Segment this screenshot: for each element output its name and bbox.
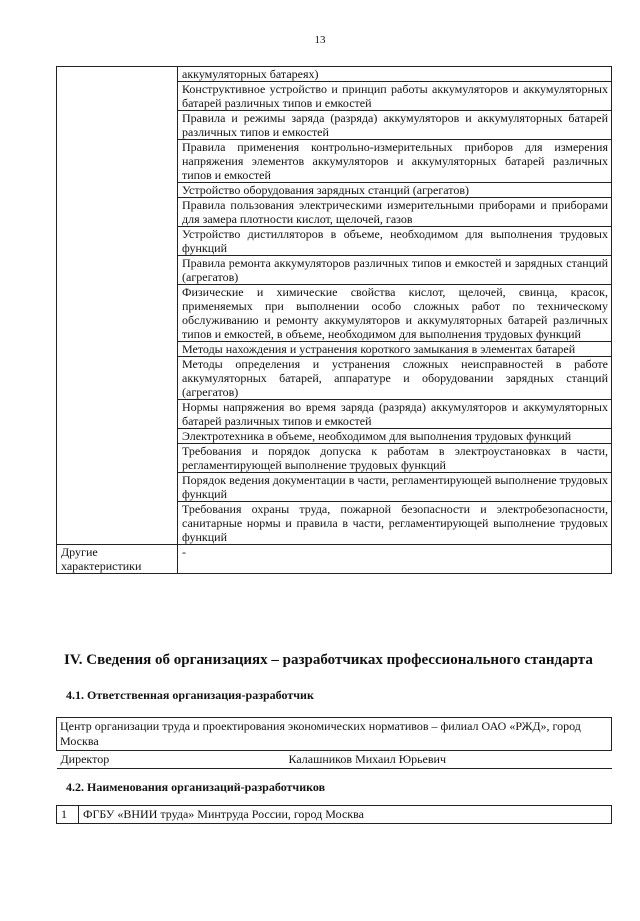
table-row [57, 718, 612, 751]
responsible-org-signer [57, 751, 612, 769]
developer-name: ФГБУ «ВНИИ труда» Минтруда России, город Москва [79, 806, 612, 824]
requirement-cell: Электротехника в объеме, необходимом для выполнения трудовых функций [178, 429, 612, 444]
requirement-cell: Физические и химические свойства кислот, щелочей, свинца, красок, применяемых при выполнении особо сложных работ по техническому обслуживанию и ремонту аккумуляторов и аккумуляторных батарей различных типов и емкостей, в объеме, необходимом для выполнения трудовых функций [178, 285, 612, 342]
other-characteristics-value: - [178, 545, 612, 574]
requirement-cell: Требования и порядок допуска к работам в электроустановках в части, регламентирующей выполнение трудовых функций [178, 444, 612, 473]
left-column-cell [57, 67, 178, 545]
requirement-cell: Устройство дистилляторов в объеме, необходимом для выполнения трудовых функций [178, 227, 612, 256]
signer-position: Директор [60, 752, 110, 766]
table-row [57, 806, 612, 824]
responsible-org-table [56, 717, 612, 769]
requirement-cell: Требования охраны труда, пожарной безопасности и электробезопасности, санитарные нормы и правила в части, регламентирующей выполнение трудовых функций [178, 502, 612, 545]
requirement-cell: Устройство оборудования зарядных станций (агрегатов) [178, 183, 612, 198]
developer-orgs-heading: 4.2. Наименования организаций-разработчиков [66, 780, 326, 794]
responsible-org-name: Центр организации труда и проектирования экономических нормативов – филиал ОАО «РЖД», город Москва [57, 718, 612, 751]
knowledge-requirements-table [56, 66, 612, 574]
section-iv-heading: IV. Сведения об организациях – разработчиках профессионального стандарта [64, 652, 593, 668]
table-row [57, 67, 612, 82]
table-row [57, 751, 612, 769]
page-number: 13 [314, 34, 326, 46]
developer-orgs-table [56, 805, 612, 824]
requirement-cell: Нормы напряжения во время заряда (разряда) аккумуляторов и аккумуляторных батарей различных типов и емкостей [178, 400, 612, 429]
requirement-cell: Правила ремонта аккумуляторов различных типов и емкостей и зарядных станций (агрегатов) [178, 256, 612, 285]
requirement-cell: Методы нахождения и устранения короткого замыкания в элементах батарей [178, 342, 612, 357]
requirement-cell: Порядок ведения документации в части, регламентирующей выполнение трудовых функций [178, 473, 612, 502]
signer-name: Калашников Михаил Юрьевич [288, 752, 446, 766]
developer-number: 1 [57, 806, 79, 824]
other-characteristics-label: Другие характеристики [57, 545, 178, 574]
requirement-cell: аккумуляторных батареях) [178, 67, 612, 82]
requirement-cell: Правила и режимы заряда (разряда) аккумуляторов и аккумуляторных батарей различных типов и емкостей [178, 111, 612, 140]
requirement-cell: Конструктивное устройство и принцип работы аккумуляторов и аккумуляторных батарей различных типов и емкостей [178, 82, 612, 111]
responsible-org-heading: 4.1. Ответственная организация-разработчик [66, 688, 314, 702]
table-row-other-characteristics [57, 545, 612, 574]
requirement-cell: Методы определения и устранения сложных неисправностей в работе аккумуляторных батарей, аппаратуре и оборудовании зарядных станций (агрегатов) [178, 357, 612, 400]
requirement-cell: Правила пользования электрическими измерительными приборами и приборами для замера плотности кислот, щелочей, газов [178, 198, 612, 227]
requirement-cell: Правила применения контрольно-измерительных приборов для измерения напряжения элементов аккумуляторов и аккумуляторных батарей различных типов и емкостей [178, 140, 612, 183]
